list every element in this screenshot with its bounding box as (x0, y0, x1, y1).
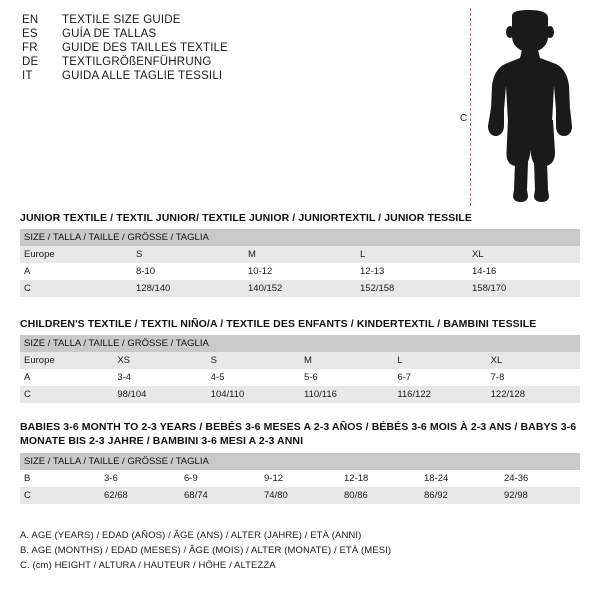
table-cell: 74/80 (260, 487, 340, 504)
table-row (20, 369, 580, 386)
language-row (22, 28, 442, 40)
table-head-row (20, 453, 580, 470)
row-label: A (20, 263, 132, 280)
section-title: BABIES 3-6 MONTH TO 2-3 YEARS / BEBÉS 3-6 MESES A 2-3 AÑOS / BÉBÉS 3-6 MOIS À 2-3 ANS / BABYS 3-6 MONATE BIS 2-3 JAHRE / BAMBINI 3-6 MESI A 2-3 ANNI (20, 421, 577, 448)
table-cell: 14-16 (468, 263, 580, 280)
language-row (22, 56, 442, 68)
table-cell: 12-18 (340, 470, 420, 487)
table-cell: 86/92 (420, 487, 500, 504)
height-figure (452, 8, 592, 208)
table-cell: 3-6 (100, 470, 180, 487)
language-code: DE (22, 56, 39, 68)
table-row (20, 386, 580, 403)
junior-size-table (20, 229, 580, 297)
column-header: L (356, 246, 468, 263)
table-head-row (20, 229, 580, 246)
section-title: JUNIOR TEXTILE / TEXTIL JUNIOR/ TEXTILE JUNIOR / JUNIORTEXTIL / JUNIOR TESSILE (20, 212, 472, 224)
height-measure-label: C (460, 113, 468, 124)
column-header: XL (487, 352, 580, 369)
row-label: C (20, 487, 100, 504)
table-cell: 80/86 (340, 487, 420, 504)
column-header: S (132, 246, 244, 263)
language-row (22, 14, 442, 26)
language-title: TEXTILE SIZE GUIDE (62, 14, 181, 26)
language-title: GUÍA DE TALLAS (62, 28, 157, 40)
table-cell: 152/158 (356, 280, 468, 297)
table-head-label: SIZE / TALLA / TAILLE / GRÖSSE / TAGLIA (20, 335, 580, 352)
column-header: Europe (20, 352, 113, 369)
table-cell: 98/104 (113, 386, 206, 403)
table-cell: 110/116 (300, 386, 393, 403)
language-title: TEXTILGRÖßENFÜHRUNG (62, 56, 212, 68)
section-junior-textile (20, 212, 580, 297)
height-dashed-line (470, 8, 471, 206)
table-head-row (20, 335, 580, 352)
column-header: XS (113, 352, 206, 369)
table-cell: 10-12 (244, 263, 356, 280)
babies-size-table (20, 453, 580, 504)
table-cell: 158/170 (468, 280, 580, 297)
column-header: XL (468, 246, 580, 263)
legend-note: A. AGE (YEARS) / EDAD (AÑOS) / ÂGE (ANS) / ALTER (JAHRE) / ETÀ (ANNI) (20, 530, 362, 541)
row-label: C (20, 280, 132, 297)
children-size-table (20, 335, 580, 403)
row-label: B (20, 470, 100, 487)
legend-notes (20, 530, 580, 575)
section-childrens-textile (20, 318, 580, 403)
language-code: EN (22, 14, 39, 26)
table-row (20, 263, 580, 280)
column-header: Europe (20, 246, 132, 263)
legend-note: C. (cm) HEIGHT / ALTURA / HAUTEUR / HÖHE / ALTEZZA (20, 560, 276, 571)
table-row (20, 246, 580, 263)
section-babies-textile (20, 420, 580, 504)
table-row (20, 352, 580, 369)
table-row (20, 487, 580, 504)
table-cell: 8-10 (132, 263, 244, 280)
legend-note: B. AGE (MONTHS) / EDAD (MESES) / ÂGE (MOIS) / ALTER (MONATE) / ETÀ (MESI) (20, 545, 392, 556)
table-row (20, 280, 580, 297)
table-cell: 140/152 (244, 280, 356, 297)
column-header: M (244, 246, 356, 263)
table-cell: 92/98 (500, 487, 580, 504)
language-title: GUIDE DES TAILLES TEXTILE (62, 42, 229, 54)
language-row (22, 70, 442, 82)
table-cell: 68/74 (180, 487, 260, 504)
table-cell: 12-13 (356, 263, 468, 280)
table-cell: 9-12 (260, 470, 340, 487)
table-cell: 3-4 (113, 369, 206, 386)
table-head-label: SIZE / TALLA / TAILLE / GRÖSSE / TAGLIA (20, 229, 580, 246)
language-row (22, 42, 442, 54)
language-code: ES (22, 28, 38, 40)
column-header: M (300, 352, 393, 369)
row-label: C (20, 386, 113, 403)
language-code: FR (22, 42, 38, 54)
table-cell: 128/140 (132, 280, 244, 297)
column-header: S (207, 352, 300, 369)
table-cell: 7-8 (487, 369, 580, 386)
row-label: A (20, 369, 113, 386)
table-cell: 104/110 (207, 386, 300, 403)
column-header: L (393, 352, 486, 369)
language-code: IT (22, 70, 33, 82)
table-cell: 4-5 (207, 369, 300, 386)
toddler-silhouette-icon (482, 10, 592, 206)
table-head-label: SIZE / TALLA / TAILLE / GRÖSSE / TAGLIA (20, 453, 580, 470)
table-cell: 62/68 (100, 487, 180, 504)
section-title: CHILDREN'S TEXTILE / TEXTIL NIÑO/A / TEXTILE DES ENFANTS / KINDERTEXTIL / BAMBINI TESSILE (20, 318, 537, 330)
table-cell: 18-24 (420, 470, 500, 487)
table-cell: 6-9 (180, 470, 260, 487)
language-title: GUIDA ALLE TAGLIE TESSILI (62, 70, 223, 82)
table-cell: 116/122 (393, 386, 486, 403)
table-row (20, 470, 580, 487)
table-cell: 5-6 (300, 369, 393, 386)
language-header (22, 14, 442, 84)
table-cell: 6-7 (393, 369, 486, 386)
table-cell: 24-36 (500, 470, 580, 487)
table-cell: 122/128 (487, 386, 580, 403)
